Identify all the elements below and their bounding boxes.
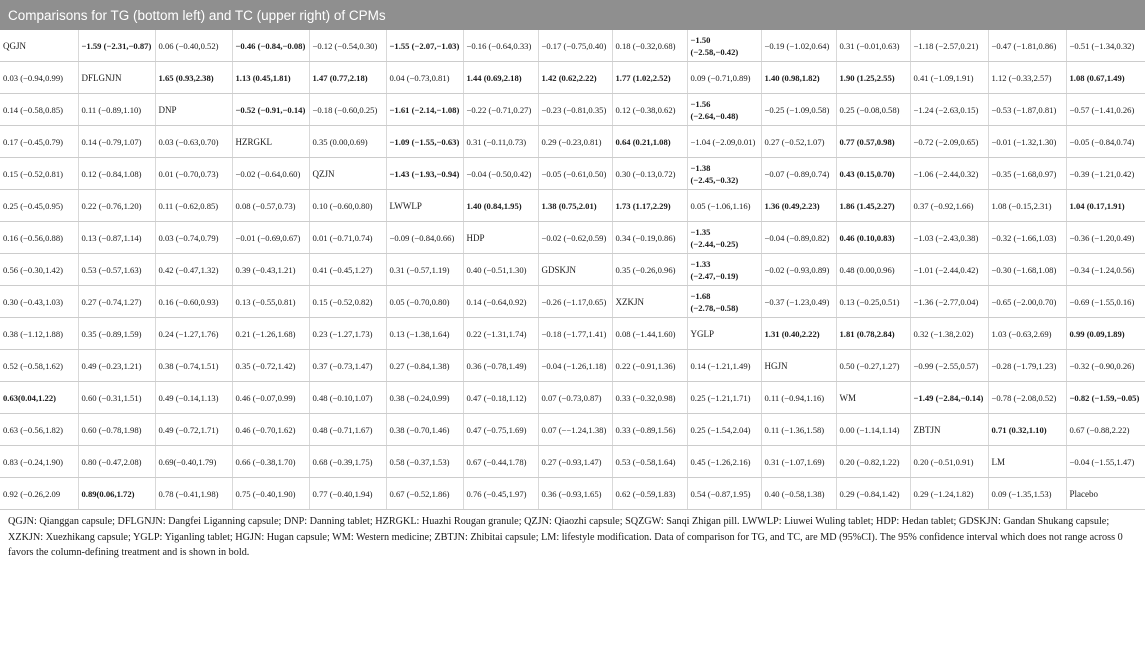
comparison-cell: −1.18 (−2.57,0.21) (910, 30, 988, 62)
table-row (0, 318, 1145, 350)
comparison-cell: 0.60 (−0.31,1.51) (78, 382, 155, 414)
comparison-cell: −0.19 (−1.02,0.64) (761, 30, 836, 62)
comparison-cell: −0.32 (−0.90,0.26) (1066, 350, 1145, 382)
comparison-cell: 0.40 (−0.51,1.30) (463, 254, 538, 286)
comparison-cell: −0.01 (−1.32,1.30) (988, 126, 1066, 158)
comparison-cell: −1.55 (−2.07,−1.03) (386, 30, 463, 62)
comparison-cell: −0.17 (−0.75,0.40) (538, 30, 612, 62)
treatment-label-cell: QGJN (0, 30, 78, 62)
comparison-cell: −1.49 (−2.84,−0.14) (910, 382, 988, 414)
comparison-cell: 0.36 (−0.78,1.49) (463, 350, 538, 382)
comparison-cell: 1.12 (−0.33,2.57) (988, 62, 1066, 94)
comparison-cell: 0.13 (−0.25,0.51) (836, 286, 910, 318)
comparison-cell: −1.01 (−2.44,0.42) (910, 254, 988, 286)
comparison-cell: −0.23 (−0.81,0.35) (538, 94, 612, 126)
comparison-cell: −0.34 (−1.24,0.56) (1066, 254, 1145, 286)
comparison-cell: 0.77 (−0.40,1.94) (309, 478, 386, 510)
comparison-cell: 0.63 (−0.56,1.82) (0, 414, 78, 446)
comparison-cell: 1.44 (0.69,2.18) (463, 62, 538, 94)
treatment-label-cell: Placebo (1066, 478, 1145, 510)
comparison-cell: −1.03 (−2.43,0.38) (910, 222, 988, 254)
treatment-label-cell: LWWLP (386, 190, 463, 222)
comparison-cell: 0.35 (−0.89,1.59) (78, 318, 155, 350)
table-footnote: QGJN: Qianggan capsule; DFLGNJN: Dangfei Liganning capsule; DNP: Danning tablet; HZRGKL: Huazhi Rougan granule; QZJN: Qiaozhi capsule; SQZGW: Sanqi Zhigan pill. LWWLP: Liuwei Wuling tablet; HDP: Hedan tablet; GDSKJN: Gandan Shukang capsule; XZKJN: Xuezhikang capsule; YGLP: Yiganling tablet; HGJN: Hugan capsule; WM: Western medicine; ZBTJN: Zhibitai capsule; LM: lifestyle modification. Data of comparison for TG, and TC, are MD (95%CI). The 95% confidence interval which does not range across 0 favors the column-defining treatment and is shown in bold. (8, 516, 1123, 558)
comparison-cell: −0.09 (−0.84,0.66) (386, 222, 463, 254)
table-title-bar (0, 0, 1145, 30)
comparison-cell: 0.04 (−0.73,0.81) (386, 62, 463, 94)
comparison-cell: −0.99 (−2.55,0.57) (910, 350, 988, 382)
comparison-cell: 0.21 (−1.26,1.68) (232, 318, 309, 350)
comparison-cell: 0.76 (−0.45,1.97) (463, 478, 538, 510)
table-row (0, 286, 1145, 318)
comparison-cell: 0.13 (−0.87,1.14) (78, 222, 155, 254)
comparison-cell: −0.05 (−0.61,0.50) (538, 158, 612, 190)
comparison-cell: −0.02 (−0.93,0.89) (761, 254, 836, 286)
comparison-cell: −0.12 (−0.54,0.30) (309, 30, 386, 62)
comparison-cell: 0.41 (−0.45,1.27) (309, 254, 386, 286)
treatment-label-cell: DFLGNJN (78, 62, 155, 94)
comparison-cell: 0.15 (−0.52,0.82) (309, 286, 386, 318)
comparison-cell: 1.73 (1.17,2.29) (612, 190, 687, 222)
comparison-cell: 0.09 (−0.71,0.89) (687, 62, 761, 94)
comparison-cell: 0.83 (−0.24,1.90) (0, 446, 78, 478)
comparison-cell: −1.43 (−1.93,−0.94) (386, 158, 463, 190)
table-row (0, 62, 1145, 94)
table-row (0, 350, 1145, 382)
comparison-cell: 0.09 (−1.35,1.53) (988, 478, 1066, 510)
comparison-cell: −0.78 (−2.08,0.52) (988, 382, 1066, 414)
comparison-cell: 0.62 (−0.59,1.83) (612, 478, 687, 510)
comparison-cell: −0.37 (−1.23,0.49) (761, 286, 836, 318)
comparison-cell: 1.42 (0.62,2.22) (538, 62, 612, 94)
comparison-cell: 0.67 (−0.52,1.86) (386, 478, 463, 510)
table-row (0, 222, 1145, 254)
comparison-cell: 1.38 (0.75,2.01) (538, 190, 612, 222)
comparison-cell: −0.18 (−1.77,1.41) (538, 318, 612, 350)
comparison-cell: −0.04 (−1.26,1.18) (538, 350, 612, 382)
comparison-cell: 1.47 (0.77,2.18) (309, 62, 386, 94)
treatment-label-cell: HDP (463, 222, 538, 254)
comparison-cell: 0.32 (−1.38,2.02) (910, 318, 988, 350)
comparison-cell: −1.33 (−2.47,−0.19) (687, 254, 761, 286)
comparison-cell: 0.49 (−0.14,1.13) (155, 382, 232, 414)
comparison-cell: −0.35 (−1.68,0.97) (988, 158, 1066, 190)
treatment-label-cell: XZKJN (612, 286, 687, 318)
comparison-cell: 0.99 (0.09,1.89) (1066, 318, 1145, 350)
comparison-cell: 0.66 (−0.38,1.70) (232, 446, 309, 478)
comparison-cell: 1.90 (1.25,2.55) (836, 62, 910, 94)
comparison-cell: 0.68 (−0.39,1.75) (309, 446, 386, 478)
comparison-table (0, 30, 1145, 510)
comparison-cell: 0.17 (−0.45,0.79) (0, 126, 78, 158)
comparison-cell: 0.92 (−0.26,2.09 (0, 478, 78, 510)
comparison-cell: 0.29 (−1.24,1.82) (910, 478, 988, 510)
comparison-cell: 0.20 (−0.82,1.22) (836, 446, 910, 478)
comparison-cell: 0.01 (−0.71,0.74) (309, 222, 386, 254)
comparison-cell: 0.35 (−0.26,0.96) (612, 254, 687, 286)
comparison-cell: 0.33 (−0.32,0.98) (612, 382, 687, 414)
comparison-cell: −1.36 (−2.77,0.04) (910, 286, 988, 318)
comparison-cell: 0.47 (−0.75,1.69) (463, 414, 538, 446)
comparison-cell: 0.24 (−1.27,1.76) (155, 318, 232, 350)
comparison-cell: 1.36 (0.49,2.23) (761, 190, 836, 222)
comparison-cell: 0.60 (−0.78,1.98) (78, 414, 155, 446)
treatment-label-cell: QZJN (309, 158, 386, 190)
comparison-cell: 0.14 (−0.64,0.92) (463, 286, 538, 318)
table-row (0, 190, 1145, 222)
comparison-cell: 0.77 (0.57,0.98) (836, 126, 910, 158)
comparison-cell: 0.05 (−0.70,0.80) (386, 286, 463, 318)
comparison-cell: 1.40 (0.84,1.95) (463, 190, 538, 222)
comparison-cell: 0.25 (−1.54,2.04) (687, 414, 761, 446)
comparison-cell: 0.48 (−0.71,1.67) (309, 414, 386, 446)
comparison-cell: 0.45 (−1.26,2.16) (687, 446, 761, 478)
comparison-cell: 0.27 (−0.74,1.27) (78, 286, 155, 318)
comparison-cell: 0.27 (−0.93,1.47) (538, 446, 612, 478)
comparison-cell: 0.56 (−0.30,1.42) (0, 254, 78, 286)
comparison-cell: 1.86 (1.45,2.27) (836, 190, 910, 222)
comparison-cell: 0.14 (−0.58,0.85) (0, 94, 78, 126)
comparison-table-body (0, 30, 1145, 510)
comparison-cell: 1.31 (0.40,2.22) (761, 318, 836, 350)
comparison-cell: 0.31 (−0.01,0.63) (836, 30, 910, 62)
comparison-cell: 0.38 (−0.70,1.46) (386, 414, 463, 446)
comparison-cell: −0.52 (−0.91,−0.14) (232, 94, 309, 126)
comparison-cell: −1.38 (−2.45,−0.32) (687, 158, 761, 190)
comparison-cell: −0.57 (−1.41,0.26) (1066, 94, 1145, 126)
comparison-cell: −0.26 (−1.17,0.65) (538, 286, 612, 318)
table-row (0, 414, 1145, 446)
comparison-cell: 0.42 (−0.47,1.32) (155, 254, 232, 286)
treatment-label-cell: ZBTJN (910, 414, 988, 446)
comparison-cell: 0.12 (−0.38,0.62) (612, 94, 687, 126)
comparison-cell: 0.67 (−0.88,2.22) (1066, 414, 1145, 446)
comparison-cell: 0.53 (−0.58,1.64) (612, 446, 687, 478)
comparison-cell: 0.27 (−0.52,1.07) (761, 126, 836, 158)
comparison-cell: 0.10 (−0.60,0.80) (309, 190, 386, 222)
comparison-cell: 0.13 (−1.38,1.64) (386, 318, 463, 350)
comparison-cell: −1.04 (−2.09,0.01) (687, 126, 761, 158)
comparison-cell: 0.38 (−0.24,0.99) (386, 382, 463, 414)
comparison-cell: 0.03 (−0.74,0.79) (155, 222, 232, 254)
comparison-cell: −0.39 (−1.21,0.42) (1066, 158, 1145, 190)
comparison-cell: 0.35 (0.00,0.69) (309, 126, 386, 158)
comparison-cell: 0.11 (−1.36,1.58) (761, 414, 836, 446)
table-row (0, 30, 1145, 62)
comparison-cell: 0.22 (−0.91,1.36) (612, 350, 687, 382)
table-row (0, 478, 1145, 510)
comparison-cell: 0.71 (0.32,1.10) (988, 414, 1066, 446)
comparison-cell: −0.28 (−1.79,1.23) (988, 350, 1066, 382)
comparison-cell: 0.37 (−0.73,1.47) (309, 350, 386, 382)
comparison-cell: 0.15 (−0.52,0.81) (0, 158, 78, 190)
comparison-cell: 0.38 (−0.74,1.51) (155, 350, 232, 382)
comparison-cell: 0.31 (−0.11,0.73) (463, 126, 538, 158)
comparison-cell: 0.30 (−0.13,0.72) (612, 158, 687, 190)
comparison-cell: 0.34 (−0.19,0.86) (612, 222, 687, 254)
comparison-cell: 0.14 (−1.21,1.49) (687, 350, 761, 382)
comparison-cell: 0.41 (−1.09,1.91) (910, 62, 988, 94)
comparison-cell: −0.18 (−0.60,0.25) (309, 94, 386, 126)
comparison-cell: 0.69(−0.40,1.79) (155, 446, 232, 478)
comparison-cell: 0.12 (−0.84,1.08) (78, 158, 155, 190)
comparison-cell: 0.33 (−0.89,1.56) (612, 414, 687, 446)
comparison-cell: 0.08 (−0.57,0.73) (232, 190, 309, 222)
comparison-cell: −0.46 (−0.84,−0.08) (232, 30, 309, 62)
comparison-cell: 0.75 (−0.40,1.90) (232, 478, 309, 510)
comparison-cell: 0.25 (−1.21,1.71) (687, 382, 761, 414)
comparison-cell: 0.46 (−0.70,1.62) (232, 414, 309, 446)
table-row (0, 158, 1145, 190)
comparison-cell: 1.13 (0.45,1.81) (232, 62, 309, 94)
comparison-cell: 0.20 (−0.51,0.91) (910, 446, 988, 478)
comparison-cell: 0.08 (−1.44,1.60) (612, 318, 687, 350)
comparison-cell: −0.25 (−1.09,0.58) (761, 94, 836, 126)
comparison-cell: 0.16 (−0.60,0.93) (155, 286, 232, 318)
comparison-cell: 0.27 (−0.84,1.38) (386, 350, 463, 382)
treatment-label-cell: LM (988, 446, 1066, 478)
comparison-cell: −1.68 (−2.78,−0.58) (687, 286, 761, 318)
comparison-cell: 0.05 (−1.06,1.16) (687, 190, 761, 222)
treatment-label-cell: HGJN (761, 350, 836, 382)
treatment-label-cell: HZRGKL (232, 126, 309, 158)
comparison-cell: 0.67 (−0.44,1.78) (463, 446, 538, 478)
comparison-cell: 0.29 (−0.84,1.42) (836, 478, 910, 510)
comparison-cell: 0.03 (−0.63,0.70) (155, 126, 232, 158)
comparison-cell: −0.02 (−0.62,0.59) (538, 222, 612, 254)
comparison-cell: 0.43 (0.15,0.70) (836, 158, 910, 190)
comparison-cell: 0.46 (−0.07,0.99) (232, 382, 309, 414)
comparison-cell: 1.04 (0.17,1.91) (1066, 190, 1145, 222)
comparison-cell: 0.48 (−0.10,1.07) (309, 382, 386, 414)
comparison-cell: 0.31 (−1.07,1.69) (761, 446, 836, 478)
comparison-cell: −0.05 (−0.84,0.74) (1066, 126, 1145, 158)
comparison-cell: 0.14 (−0.79,1.07) (78, 126, 155, 158)
comparison-cell: 0.48 (0.00,0.96) (836, 254, 910, 286)
table-row (0, 94, 1145, 126)
comparison-cell: −1.56 (−2.64,−0.48) (687, 94, 761, 126)
comparison-cell: 0.11 (−0.89,1.10) (78, 94, 155, 126)
comparison-cell: 0.29 (−0.23,0.81) (538, 126, 612, 158)
comparison-cell: −0.47 (−1.81,0.86) (988, 30, 1066, 62)
comparison-cell: −1.59 (−2.31,−0.87) (78, 30, 155, 62)
comparison-cell: 0.18 (−0.32,0.68) (612, 30, 687, 62)
comparison-cell: 0.25 (−0.45,0.95) (0, 190, 78, 222)
treatment-label-cell: GDSKJN (538, 254, 612, 286)
treatment-label-cell: YGLP (687, 318, 761, 350)
table-row (0, 254, 1145, 286)
comparison-cell: 1.77 (1.02,2.52) (612, 62, 687, 94)
comparison-cell: 0.35 (−0.72,1.42) (232, 350, 309, 382)
comparison-cell: 0.49 (−0.23,1.21) (78, 350, 155, 382)
comparison-cell: 0.89(0.06,1.72) (78, 478, 155, 510)
comparison-cell: 0.37 (−0.92,1.66) (910, 190, 988, 222)
comparison-cell: 0.52 (−0.58,1.62) (0, 350, 78, 382)
table-title: Comparisons for TG (bottom left) and TC (upper right) of CPMs (8, 7, 386, 23)
treatment-label-cell: WM (836, 382, 910, 414)
comparison-cell: −0.04 (−0.89,0.82) (761, 222, 836, 254)
comparison-cell: 0.11 (−0.94,1.16) (761, 382, 836, 414)
table-row (0, 126, 1145, 158)
comparison-cell: −1.35 (−2.44,−0.25) (687, 222, 761, 254)
comparison-cell: −1.50 (−2.58,−0.42) (687, 30, 761, 62)
comparison-cell: 0.49 (−0.72,1.71) (155, 414, 232, 446)
comparison-cell: −1.09 (−1.55,−0.63) (386, 126, 463, 158)
comparison-cell: −0.04 (−0.50,0.42) (463, 158, 538, 190)
comparison-cell: 0.47 (−0.18,1.12) (463, 382, 538, 414)
comparison-cell: 0.07 (−0.73,0.87) (538, 382, 612, 414)
comparison-cell: 0.58 (−0.37,1.53) (386, 446, 463, 478)
comparison-cell: 0.01 (−0.70,0.73) (155, 158, 232, 190)
comparison-cell: −0.69 (−1.55,0.16) (1066, 286, 1145, 318)
comparison-cell: 0.13 (−0.55,0.81) (232, 286, 309, 318)
comparison-cell: −1.24 (−2.63,0.15) (910, 94, 988, 126)
comparison-cell: 1.08 (0.67,1.49) (1066, 62, 1145, 94)
comparison-cell: −0.22 (−0.71,0.27) (463, 94, 538, 126)
comparison-cell: 1.81 (0.78,2.84) (836, 318, 910, 350)
comparison-cell: −0.51 (−1.34,0.32) (1066, 30, 1145, 62)
comparison-cell: −0.65 (−2.00,0.70) (988, 286, 1066, 318)
comparison-cell: −0.36 (−1.20,0.49) (1066, 222, 1145, 254)
comparison-cell: 0.36 (−0.93,1.65) (538, 478, 612, 510)
comparison-cell: −0.82 (−1.59,−0.05) (1066, 382, 1145, 414)
comparison-cell: 0.63(0.04,1.22) (0, 382, 78, 414)
comparison-cell: −0.02 (−0.64,0.60) (232, 158, 309, 190)
comparison-cell: 0.38 (−1.12,1.88) (0, 318, 78, 350)
comparison-cell: 0.64 (0.21,1.08) (612, 126, 687, 158)
comparison-cell: 0.53 (−0.57,1.63) (78, 254, 155, 286)
comparison-cell: −0.16 (−0.64,0.33) (463, 30, 538, 62)
comparison-cell: 0.78 (−0.41,1.98) (155, 478, 232, 510)
comparison-cell: −1.06 (−2.44,0.32) (910, 158, 988, 190)
comparison-cell: −0.32 (−1.66,1.03) (988, 222, 1066, 254)
comparison-cell: 0.22 (−1.31,1.74) (463, 318, 538, 350)
comparison-cell: 0.80 (−0.47,2.08) (78, 446, 155, 478)
comparison-cell: 0.46 (0.10,0.83) (836, 222, 910, 254)
comparison-cell: −0.01 (−0.69,0.67) (232, 222, 309, 254)
comparison-cell: 0.07 (−−1.24,1.38) (538, 414, 612, 446)
comparison-cell: −0.72 (−2.09,0.65) (910, 126, 988, 158)
comparison-cell: 1.65 (0.93,2.38) (155, 62, 232, 94)
comparison-cell: 0.03 (−0.94,0.99) (0, 62, 78, 94)
comparison-cell: −1.61 (−2.14,−1.08) (386, 94, 463, 126)
comparison-cell: 0.39 (−0.43,1.21) (232, 254, 309, 286)
comparison-cell: 0.50 (−0.27,1.27) (836, 350, 910, 382)
comparison-cell: 0.54 (−0.87,1.95) (687, 478, 761, 510)
table-row (0, 382, 1145, 414)
comparison-cell: 0.00 (−1.14,1.14) (836, 414, 910, 446)
comparison-cell: 1.40 (0.98,1.82) (761, 62, 836, 94)
table-row (0, 446, 1145, 478)
comparison-cell: 1.08 (−0.15,2.31) (988, 190, 1066, 222)
comparison-cell: −0.07 (−0.89,0.74) (761, 158, 836, 190)
comparison-cell: 0.11 (−0.62,0.85) (155, 190, 232, 222)
comparison-cell: −0.53 (−1.87,0.81) (988, 94, 1066, 126)
comparison-cell: 0.30 (−0.43,1.03) (0, 286, 78, 318)
comparison-cell: 0.23 (−1.27,1.73) (309, 318, 386, 350)
comparison-cell: 0.40 (−0.58,1.38) (761, 478, 836, 510)
comparison-cell: 0.06 (−0.40,0.52) (155, 30, 232, 62)
treatment-label-cell: DNP (155, 94, 232, 126)
comparison-cell: −0.30 (−1.68,1.08) (988, 254, 1066, 286)
comparison-cell: 0.16 (−0.56,0.88) (0, 222, 78, 254)
comparison-cell: 1.03 (−0.63,2.69) (988, 318, 1066, 350)
comparison-cell: 0.22 (−0.76,1.20) (78, 190, 155, 222)
comparison-cell: 0.31 (−0.57,1.19) (386, 254, 463, 286)
comparison-cell: −0.04 (−1.55,1.47) (1066, 446, 1145, 478)
comparison-cell: 0.25 (−0.08,0.58) (836, 94, 910, 126)
